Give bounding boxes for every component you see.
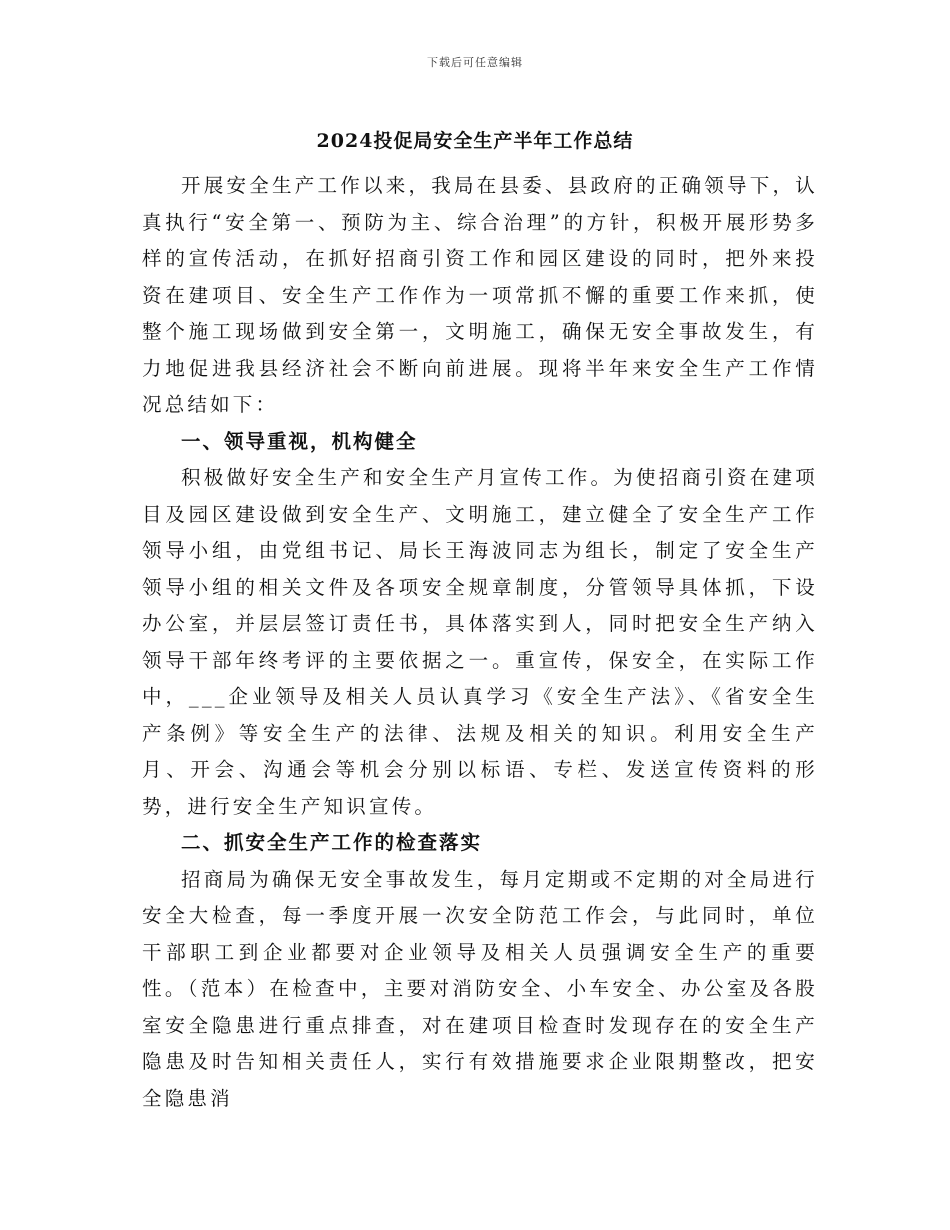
section-1-heading: 一、领导重视，机构健全 xyxy=(181,429,418,453)
document-title: 2024投促局安全生产半年工作总结 xyxy=(316,130,634,152)
section-2-heading: 二、抓安全生产工作的检查落实 xyxy=(181,831,483,854)
section-1-paragraph: 积极做好安全生产和安全生产月宣传工作。为使招商引资在建项目及园区建设做到安全生产、文明施工，建立健全了安全生产工作领导小组，由党组书记、局长王海波同志为组长，制定了安全生产领导小组的相关文件及各项安全规章制度，分管领导具体抓，下设办公室，并层层签订责任书，具体落实到人，同时把安全生产纳入领导干部年终考评的主要依据之一。重宣传，保安全，在实际工作中，___企业领导及相关人员认真学习《安全生产法》、《省安全生产条例》等安全生产的法律、法规及相关的知识。利用安全生产月、开会、沟通会等机会分别以标语、专栏、发送宣传资料的形势，进行安全生产知识宣传。 xyxy=(142,466,818,818)
intro-paragraph: 开展安全生产工作以来，我局在县委、县政府的正确领导下，认真执行“安全第一、预防为主、综合治理”的方针，积极开展形势多样的宣传活动，在抓好招商引资工作和园区建设的同时，把外来投资在建项目、安全生产工作作为一项常抓不懈的重要工作来抓，使整个施工现场做到安全第一，文明施工，确保无安全事故发生，有力地促进我县经济社会不断向前进展。现将半年来安全生产工作情况总结如下： xyxy=(142,174,818,416)
section-2-paragraph: 招商局为确保无安全事故发生，每月定期或不定期的对全局进行安全大检查，每一季度开展一次安全防范工作会，与此同时，单位干部职工到企业都要对企业领导及相关人员强调安全生产的重要性。（范本）在检查中，主要对消防安全、小车安全、办公室及各股室安全隐患进行重点排查，对在建项目检查时发现存在的安全生产隐患及时告知相关责任人，实行有效措施要求企业限期整改，把安全隐患消 xyxy=(142,867,818,1110)
document-body xyxy=(142,168,818,1117)
page-header-note: 下载后可任意编辑 xyxy=(427,56,523,69)
